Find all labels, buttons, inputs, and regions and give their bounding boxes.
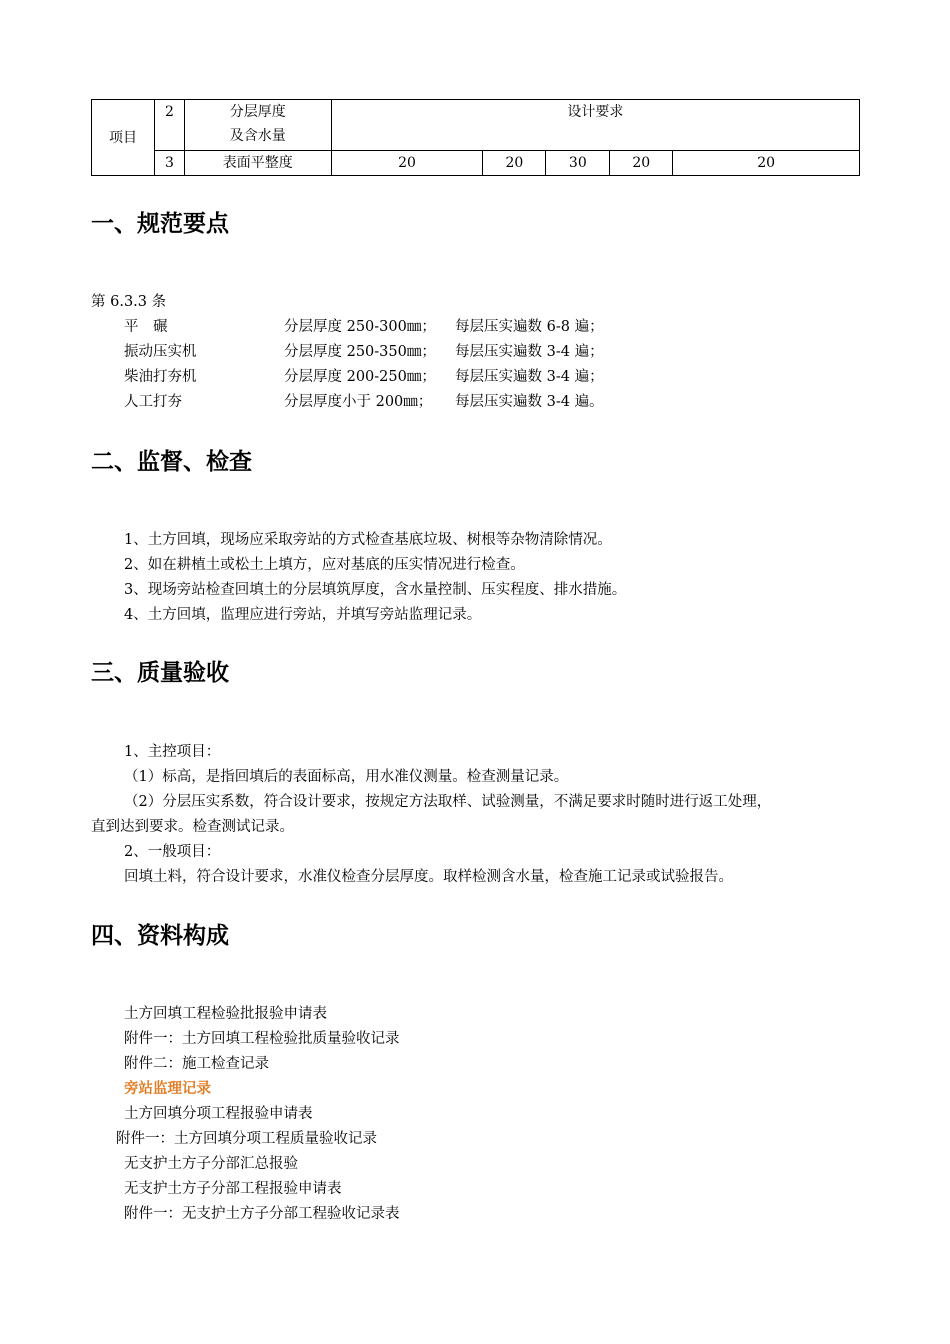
- layer-thickness: 分层厚度 200-250㎜；: [284, 369, 436, 385]
- value-cell: 30: [546, 151, 610, 176]
- item-name-cell: [184, 100, 331, 151]
- section-title: 四、资料构成: [91, 923, 229, 949]
- inspection-table: [91, 99, 860, 176]
- row-number-cell: 2: [154, 100, 184, 151]
- value-cell: 20: [610, 151, 673, 176]
- document-list-item: 无支护土方子分部汇总报验: [124, 1156, 298, 1172]
- document-list-item: 附件一：土方回填工程检验批质量验收记录: [124, 1031, 400, 1047]
- item-name-cell: 表面平整度: [184, 151, 331, 176]
- machine-name: 振动压实机: [124, 344, 197, 360]
- table-row: [92, 151, 860, 176]
- machine-name: 柴油打夯机: [124, 369, 197, 385]
- table-row: [92, 100, 860, 151]
- main-item-text: （1）标高，是指回填后的表面标高，用水准仪测量。检查测量记录。: [124, 769, 569, 785]
- main-item-text: （2）分层压实系数，符合设计要求，按规定方法取样、试验测量，不满足要求时随时进行返工处理，: [124, 794, 772, 810]
- clause-number: 第 6.3.3 条: [91, 294, 167, 310]
- compaction-passes: 每层压实遍数 3-4 遍；: [455, 344, 604, 360]
- list-item: 3、现场旁站检查回填土的分层填筑厚度，含水量控制、压实程度、排水措施。: [124, 582, 627, 598]
- document-list-item: 附件一：无支护土方子分部工程验收记录表: [124, 1206, 400, 1222]
- general-items-label: 2、一般项目：: [124, 844, 221, 860]
- list-item: 1、土方回填，现场应采取旁站的方式检查基底垃圾、树根等杂物清除情况。: [124, 532, 612, 548]
- document-list-item: 附件一：土方回填分项工程质量验收记录: [116, 1131, 377, 1147]
- list-item: 2、如在耕植土或松土上填方，应对基底的压实情况进行检查。: [124, 557, 525, 573]
- item-label-cell: 项目: [92, 100, 155, 176]
- general-item-text: 回填土料，符合设计要求，水准仪检查分层厚度。取样检测含水量，检查施工记录或试验报告。: [124, 869, 733, 885]
- machine-name: 平 碾: [124, 319, 168, 335]
- document-list-item: 附件二：施工检查记录: [124, 1056, 269, 1072]
- section-title: 一、规范要点: [91, 211, 229, 237]
- item-name-line: 及含水量: [229, 128, 286, 144]
- value-cell: 20: [483, 151, 546, 176]
- section-title: 三、质量验收: [91, 660, 229, 686]
- machine-name: 人工打夯: [124, 394, 182, 410]
- document-list-item: 无支护土方子分部工程报验申请表: [124, 1181, 342, 1197]
- compaction-passes: 每层压实遍数 3-4 遍。: [455, 394, 604, 410]
- document-list-item-highlight: 旁站监理记录: [124, 1080, 211, 1097]
- row-number-cell: 3: [154, 151, 184, 176]
- compaction-passes: 每层压实遍数 3-4 遍；: [455, 369, 604, 385]
- list-item: 4、土方回填，监理应进行旁站，并填写旁站监理记录。: [124, 607, 482, 623]
- layer-thickness: 分层厚度小于 200㎜；: [284, 394, 433, 410]
- compaction-passes: 每层压实遍数 6-8 遍；: [455, 319, 604, 335]
- main-items-label: 1、主控项目：: [124, 744, 221, 760]
- value-cell: 20: [331, 151, 483, 176]
- main-item-text: 直到达到要求。检查测试记录。: [91, 819, 294, 835]
- requirement-cell: 设计要求: [331, 100, 859, 151]
- document-list-item: 土方回填分项工程报验申请表: [124, 1106, 313, 1122]
- document-list-item: 土方回填工程检验批报验申请表: [124, 1006, 327, 1022]
- item-name-line: 分层厚度: [229, 104, 286, 120]
- value-cell: 20: [673, 151, 860, 176]
- layer-thickness: 分层厚度 250-350㎜；: [284, 344, 436, 360]
- section-title: 二、监督、检查: [91, 449, 252, 475]
- layer-thickness: 分层厚度 250-300㎜；: [284, 319, 436, 335]
